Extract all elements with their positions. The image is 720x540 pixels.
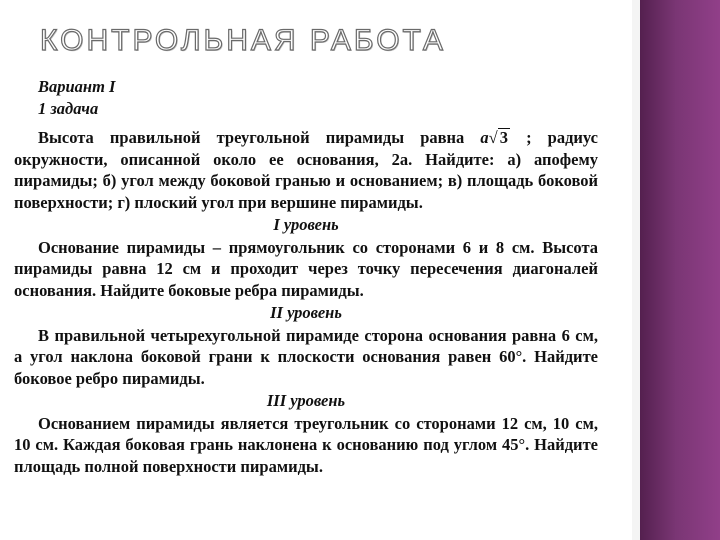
level-3-text: Основанием пирамиды является треугольник со сторонами 12 см, 10 см, 10 см. Каждая боковая грань наклонена к основанию под углом 45°. Найдите площадь полной поверхности пирамиды.: [14, 413, 598, 476]
level-3-heading: III уровень: [266, 391, 346, 410]
variant-label: Вариант I: [38, 77, 116, 96]
task1-radical-sign: √: [488, 128, 498, 147]
slide-title: КОНТРОЛЬНАЯ РАБОТА: [40, 24, 446, 57]
level-2-heading: II уровень: [270, 303, 342, 322]
level-2-text: В правильной четырехугольной пирамиде сторона основания равна 6 см, а угол наклона боковой грани к плоскости основания равен 60°. Найдите боковое ребро пирамиды.: [14, 325, 598, 388]
task1-paragraph: [14, 127, 598, 213]
level-2-paragraph: [14, 325, 598, 390]
level-1-heading: I уровень: [273, 215, 339, 234]
task1-radicand: 3: [499, 128, 508, 147]
task1-text-pre: Высота правильной треугольной пирамиды равна: [38, 128, 481, 147]
task1-math-a: a: [480, 128, 489, 147]
task-label: 1 задача: [38, 98, 99, 118]
task1-text-post: ; радиус окружности, описанной около ее основания, 2a. Найдите: а) апофему пирамиды; б) угол между боковой гранью и основанием; в) площадь боковой поверхности; г) плоский угол при вершине пирамиды.: [14, 128, 599, 212]
level-3-paragraph: [14, 413, 598, 478]
document-body: [14, 76, 598, 477]
decorative-side-bar: [640, 0, 720, 540]
level-1-text: Основание пирамиды – прямоугольник со сторонами 6 и 8 см. Высота пирамиды равна 12 см и проходит через точку пересечения диагоналей основания. Найдите боковые ребра пирамиды.: [14, 237, 598, 300]
level-1-paragraph: [14, 237, 598, 302]
